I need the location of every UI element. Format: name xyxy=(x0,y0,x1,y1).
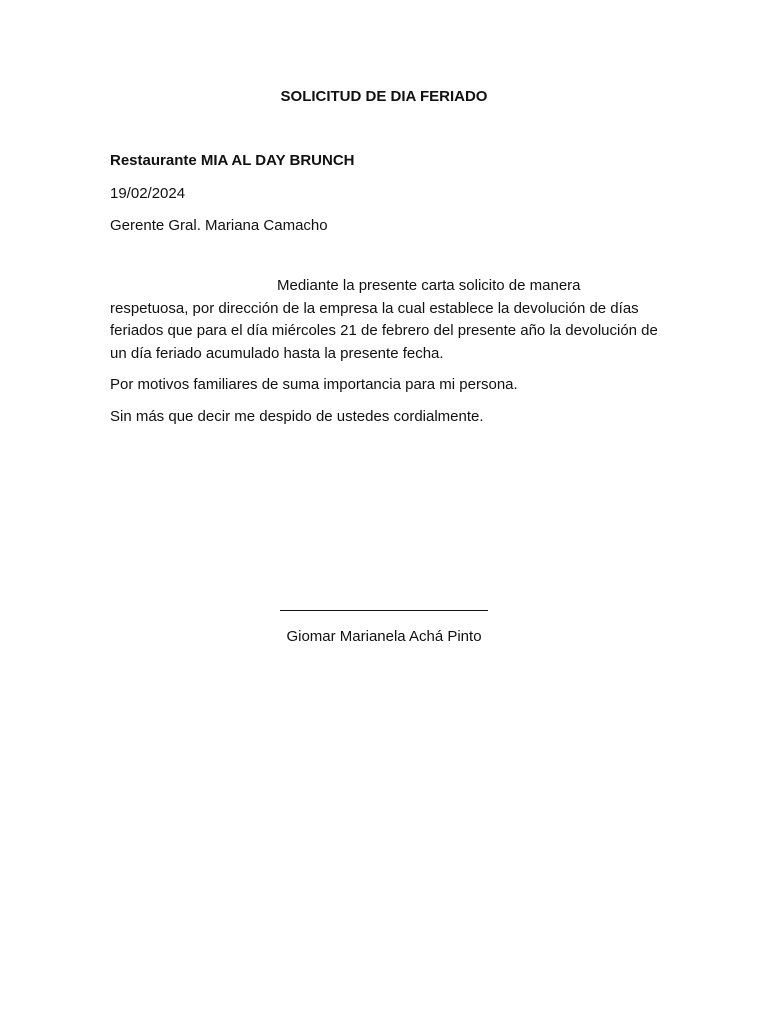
company-name: Restaurante MIA AL DAY BRUNCH xyxy=(110,152,355,169)
recipient-line: Gerente Gral. Mariana Camacho xyxy=(110,217,328,234)
closing-paragraph: Sin más que decir me despido de ustedes cordialmente. xyxy=(110,408,484,425)
document-title: SOLICITUD DE DIA FERIADO xyxy=(280,88,488,105)
signer-name: Giomar Marianela Achá Pinto xyxy=(286,628,482,645)
signature-line xyxy=(280,610,488,611)
letter-date: 19/02/2024 xyxy=(110,185,186,202)
body-paragraph: Mediante la presente carta solicito de manera respetuosa, por dirección de la empresa la cual establece la devolución de días feriados que para el día miércoles 21 de febrero del presente año la devolución de un día feriado acumulado hasta la presente fecha. xyxy=(110,277,658,363)
reason-paragraph: Por motivos familiares de suma importancia para mi persona. xyxy=(110,376,518,393)
